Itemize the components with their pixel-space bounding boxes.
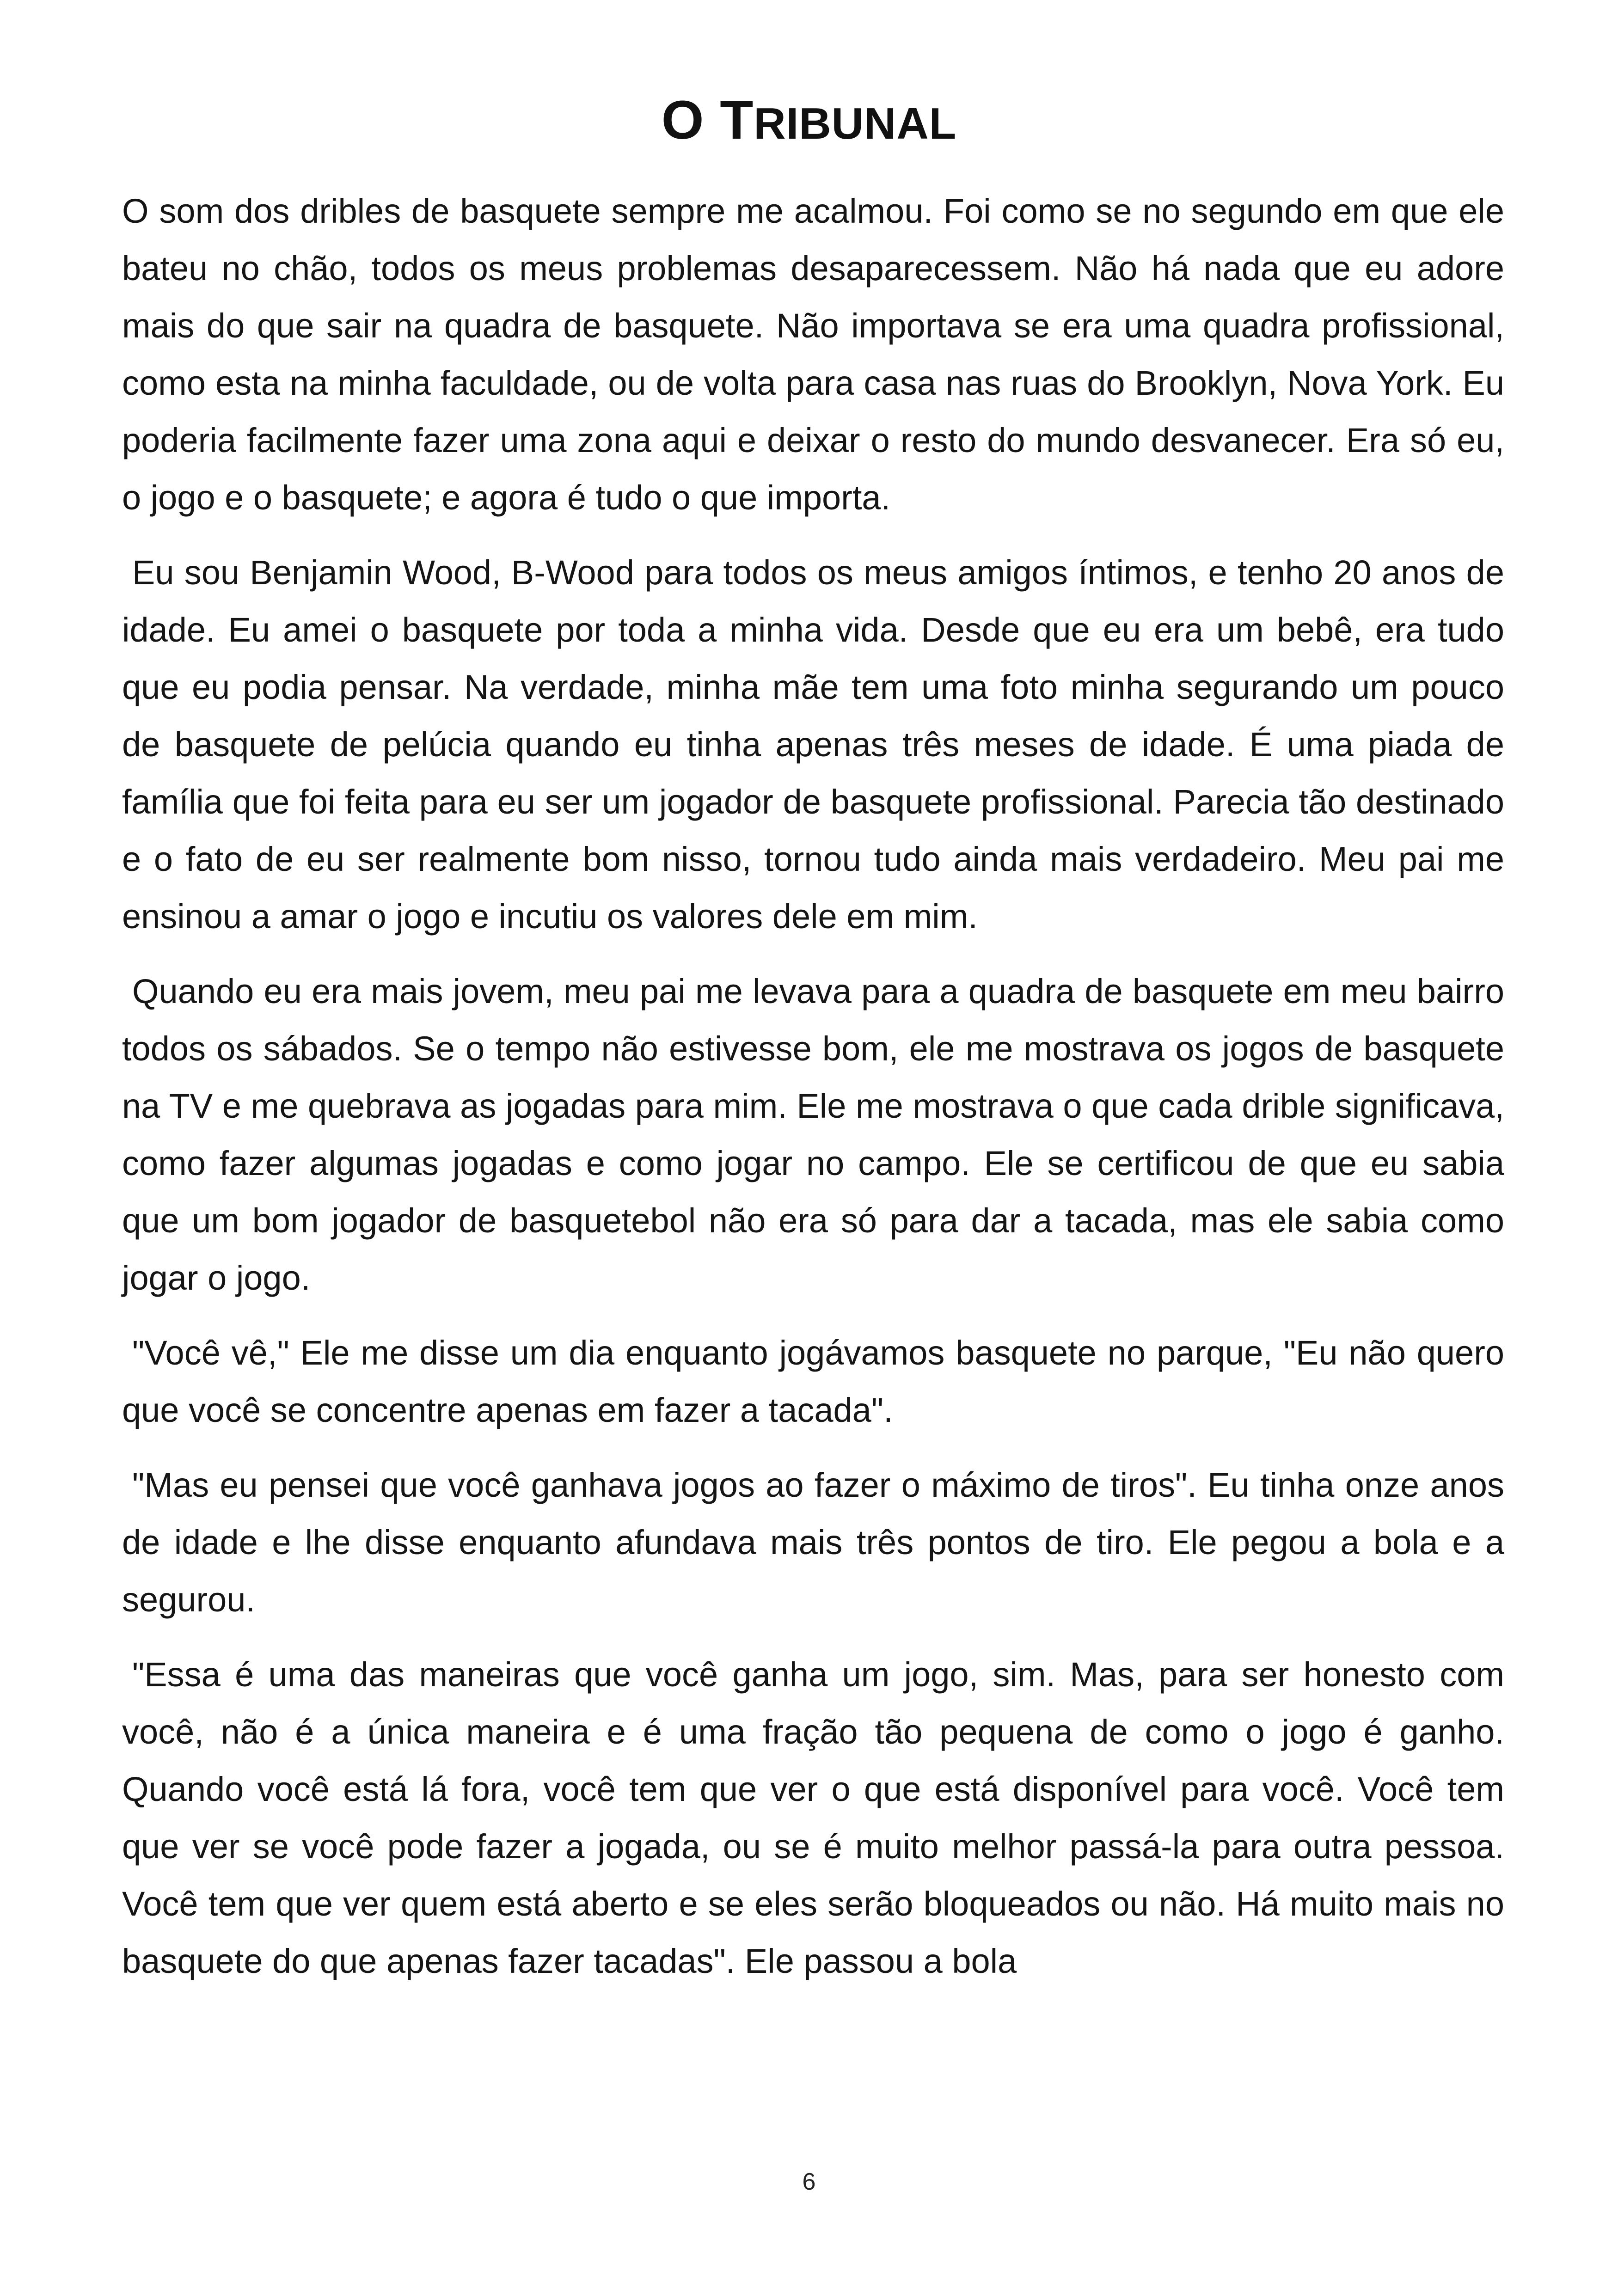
body-text [122, 183, 1504, 2008]
paragraph-6: "Essa é uma das maneiras que você ganha um jogo, sim. Mas, para ser honesto com você, não é a única maneira e é uma fração tão pequena de como o jogo é ganho. Quando você está lá fora, você tem que ver o que está disponível para você. Você tem que ver se você pode fazer a jogada, ou se é muito melhor passá-la para outra pessoa. Você tem que ver quem está aberto e se eles serão bloqueados ou não. Há muito mais no basquete do que apenas fazer tacadas". Ele passou a bola [122, 1655, 1504, 1980]
chapter-title-rest: RIBUNAL [754, 99, 957, 148]
chapter-title-first: O T [661, 90, 754, 151]
paragraph-2: Eu sou Benjamin Wood, B-Wood para todos os meus amigos íntimos, e tenho 20 anos de idade. Eu amei o basquete por toda a minha vida. Desde que eu era um bebê, era tudo que eu podia pensar. Na verdade, minha mãe tem uma foto minha segurando um pouco de basquete de pelúcia quando eu tinha apenas três meses de idade. É uma piada de família que foi feita para eu ser um jogador de basquete profissional. Parecia tão destinado e o fato de eu ser realmente bom nisso, tornou tudo ainda mais verdadeiro. Meu pai me ensinou a amar o jogo e incutiu os valores dele em mim. [122, 553, 1504, 936]
paragraph-1: O som dos dribles de basquete sempre me acalmou. Foi como se no segundo em que ele bateu no chão, todos os meus problemas desaparecessem. Não há nada que eu adore mais do que sair na quadra de basquete. Não importava se era uma quadra profissional, como esta na minha faculdade, ou de volta para casa nas ruas do Brooklyn, Nova York. Eu poderia facilmente fazer uma zona aqui e deixar o resto do mundo desvanecer. Era só eu, o jogo e o basquete; e agora é tudo o que importa. [122, 192, 1504, 517]
chapter-title [0, 88, 1618, 156]
paragraph-4: "Você vê," Ele me disse um dia enquanto jogávamos basquete no parque, "Eu não quero que você se concentre apenas em fazer a tacada". [122, 1334, 1504, 1429]
paragraph-3: Quando eu era mais jovem, meu pai me levava para a quadra de basquete em meu bairro todos os sábados. Se o tempo não estivesse bom, ele me mostrava os jogos de basquete na TV e me quebrava as jogadas para mim. Ele me mostrava o que cada drible significava, como fazer algumas jogadas e como jogar no campo. Ele se certificou de que eu sabia que um bom jogador de basquetebol não era só para dar a tacada, mas ele sabia como jogar o jogo. [122, 972, 1504, 1297]
paragraph-5: "Mas eu pensei que você ganhava jogos ao fazer o máximo de tiros". Eu tinha onze anos de idade e lhe disse enquanto afundava mais três pontos de tiro. Ele pegou a bola e a segurou. [122, 1466, 1504, 1619]
page-number: 6 [802, 2168, 816, 2195]
